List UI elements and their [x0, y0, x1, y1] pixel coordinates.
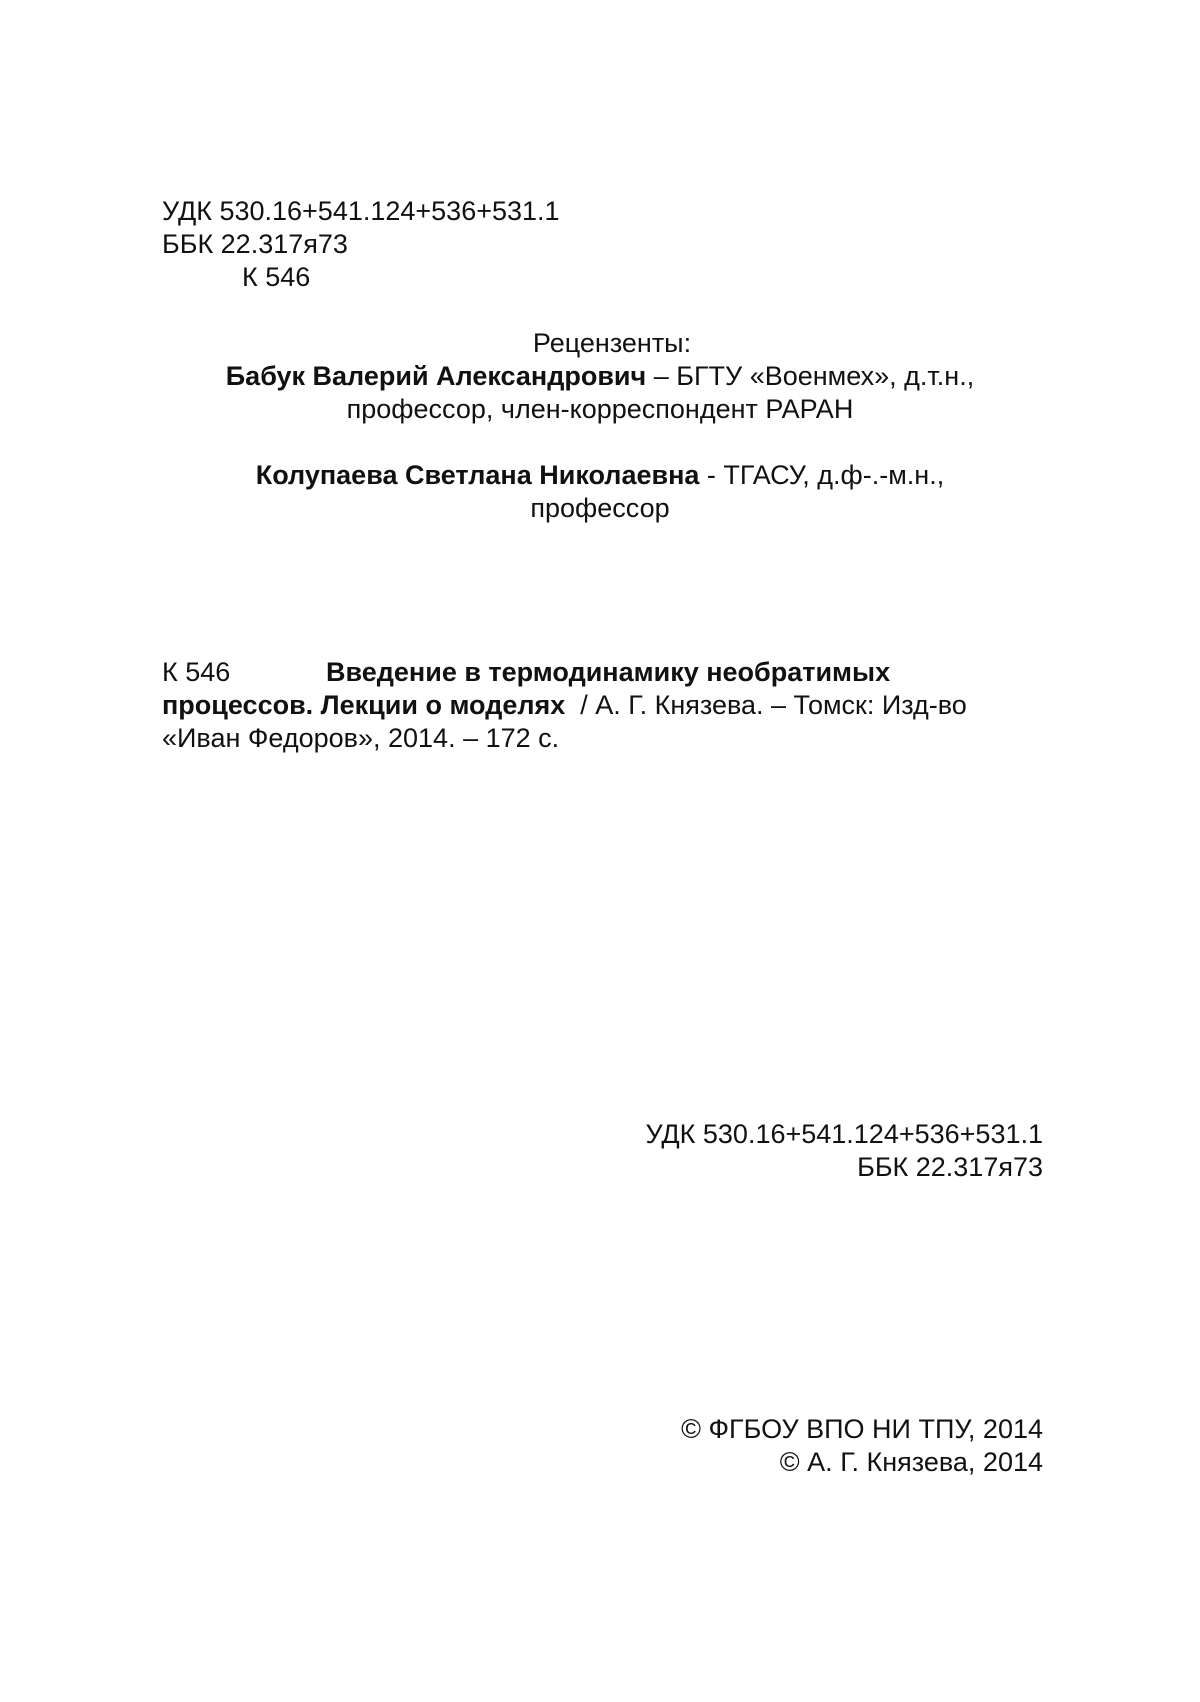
bib-author-sign: К 546 [162, 657, 231, 687]
reviewer-2-line-1 [0, 459, 1200, 492]
bib-line-3: «Иван Федоров», 2014. – 172 с. [162, 723, 560, 753]
udk-code-top: УДК 530.16+541.124+536+531.1 [162, 196, 560, 226]
bbk-code-top: ББК 22.317я73 [162, 229, 348, 259]
reviewer-2-line-2: профессор [530, 493, 670, 523]
reviewer-2-affiliation: - ТГАСУ, д.ф-.-м.н., [699, 460, 945, 490]
copyright-line-2: © А. Г. Князева, 2014 [779, 1447, 1043, 1477]
bib-title-line-2: процессов. Лекции о моделях [162, 690, 566, 720]
bib-author-publisher: / А. Г. Князева. – Томск: Изд-во [565, 690, 967, 720]
copyright-line-1: © ФГБОУ ВПО НИ ТПУ, 2014 [681, 1414, 1043, 1444]
reviewer-1-line-2: профессор, член-корреспондент РАРАН [346, 394, 854, 424]
bib-title-line-1: Введение в термодинамику необратимых [326, 657, 891, 687]
bib-line-2 [162, 689, 967, 722]
reviewer-1-line-1 [0, 360, 1200, 393]
udk-code-bottom: УДК 530.16+541.124+536+531.1 [645, 1119, 1043, 1149]
reviewer-2-name: Колупаева Светлана Николаевна [255, 460, 700, 490]
reviewer-1-name: Бабук Валерий Александрович [225, 361, 647, 391]
reviewers-heading: Рецензенты: [532, 328, 692, 358]
reviewer-1-affiliation: – БГТУ «Военмех», д.т.н., [646, 361, 975, 391]
author-sign-top: К 546 [242, 262, 311, 292]
bbk-code-bottom: ББК 22.317я73 [857, 1152, 1043, 1182]
